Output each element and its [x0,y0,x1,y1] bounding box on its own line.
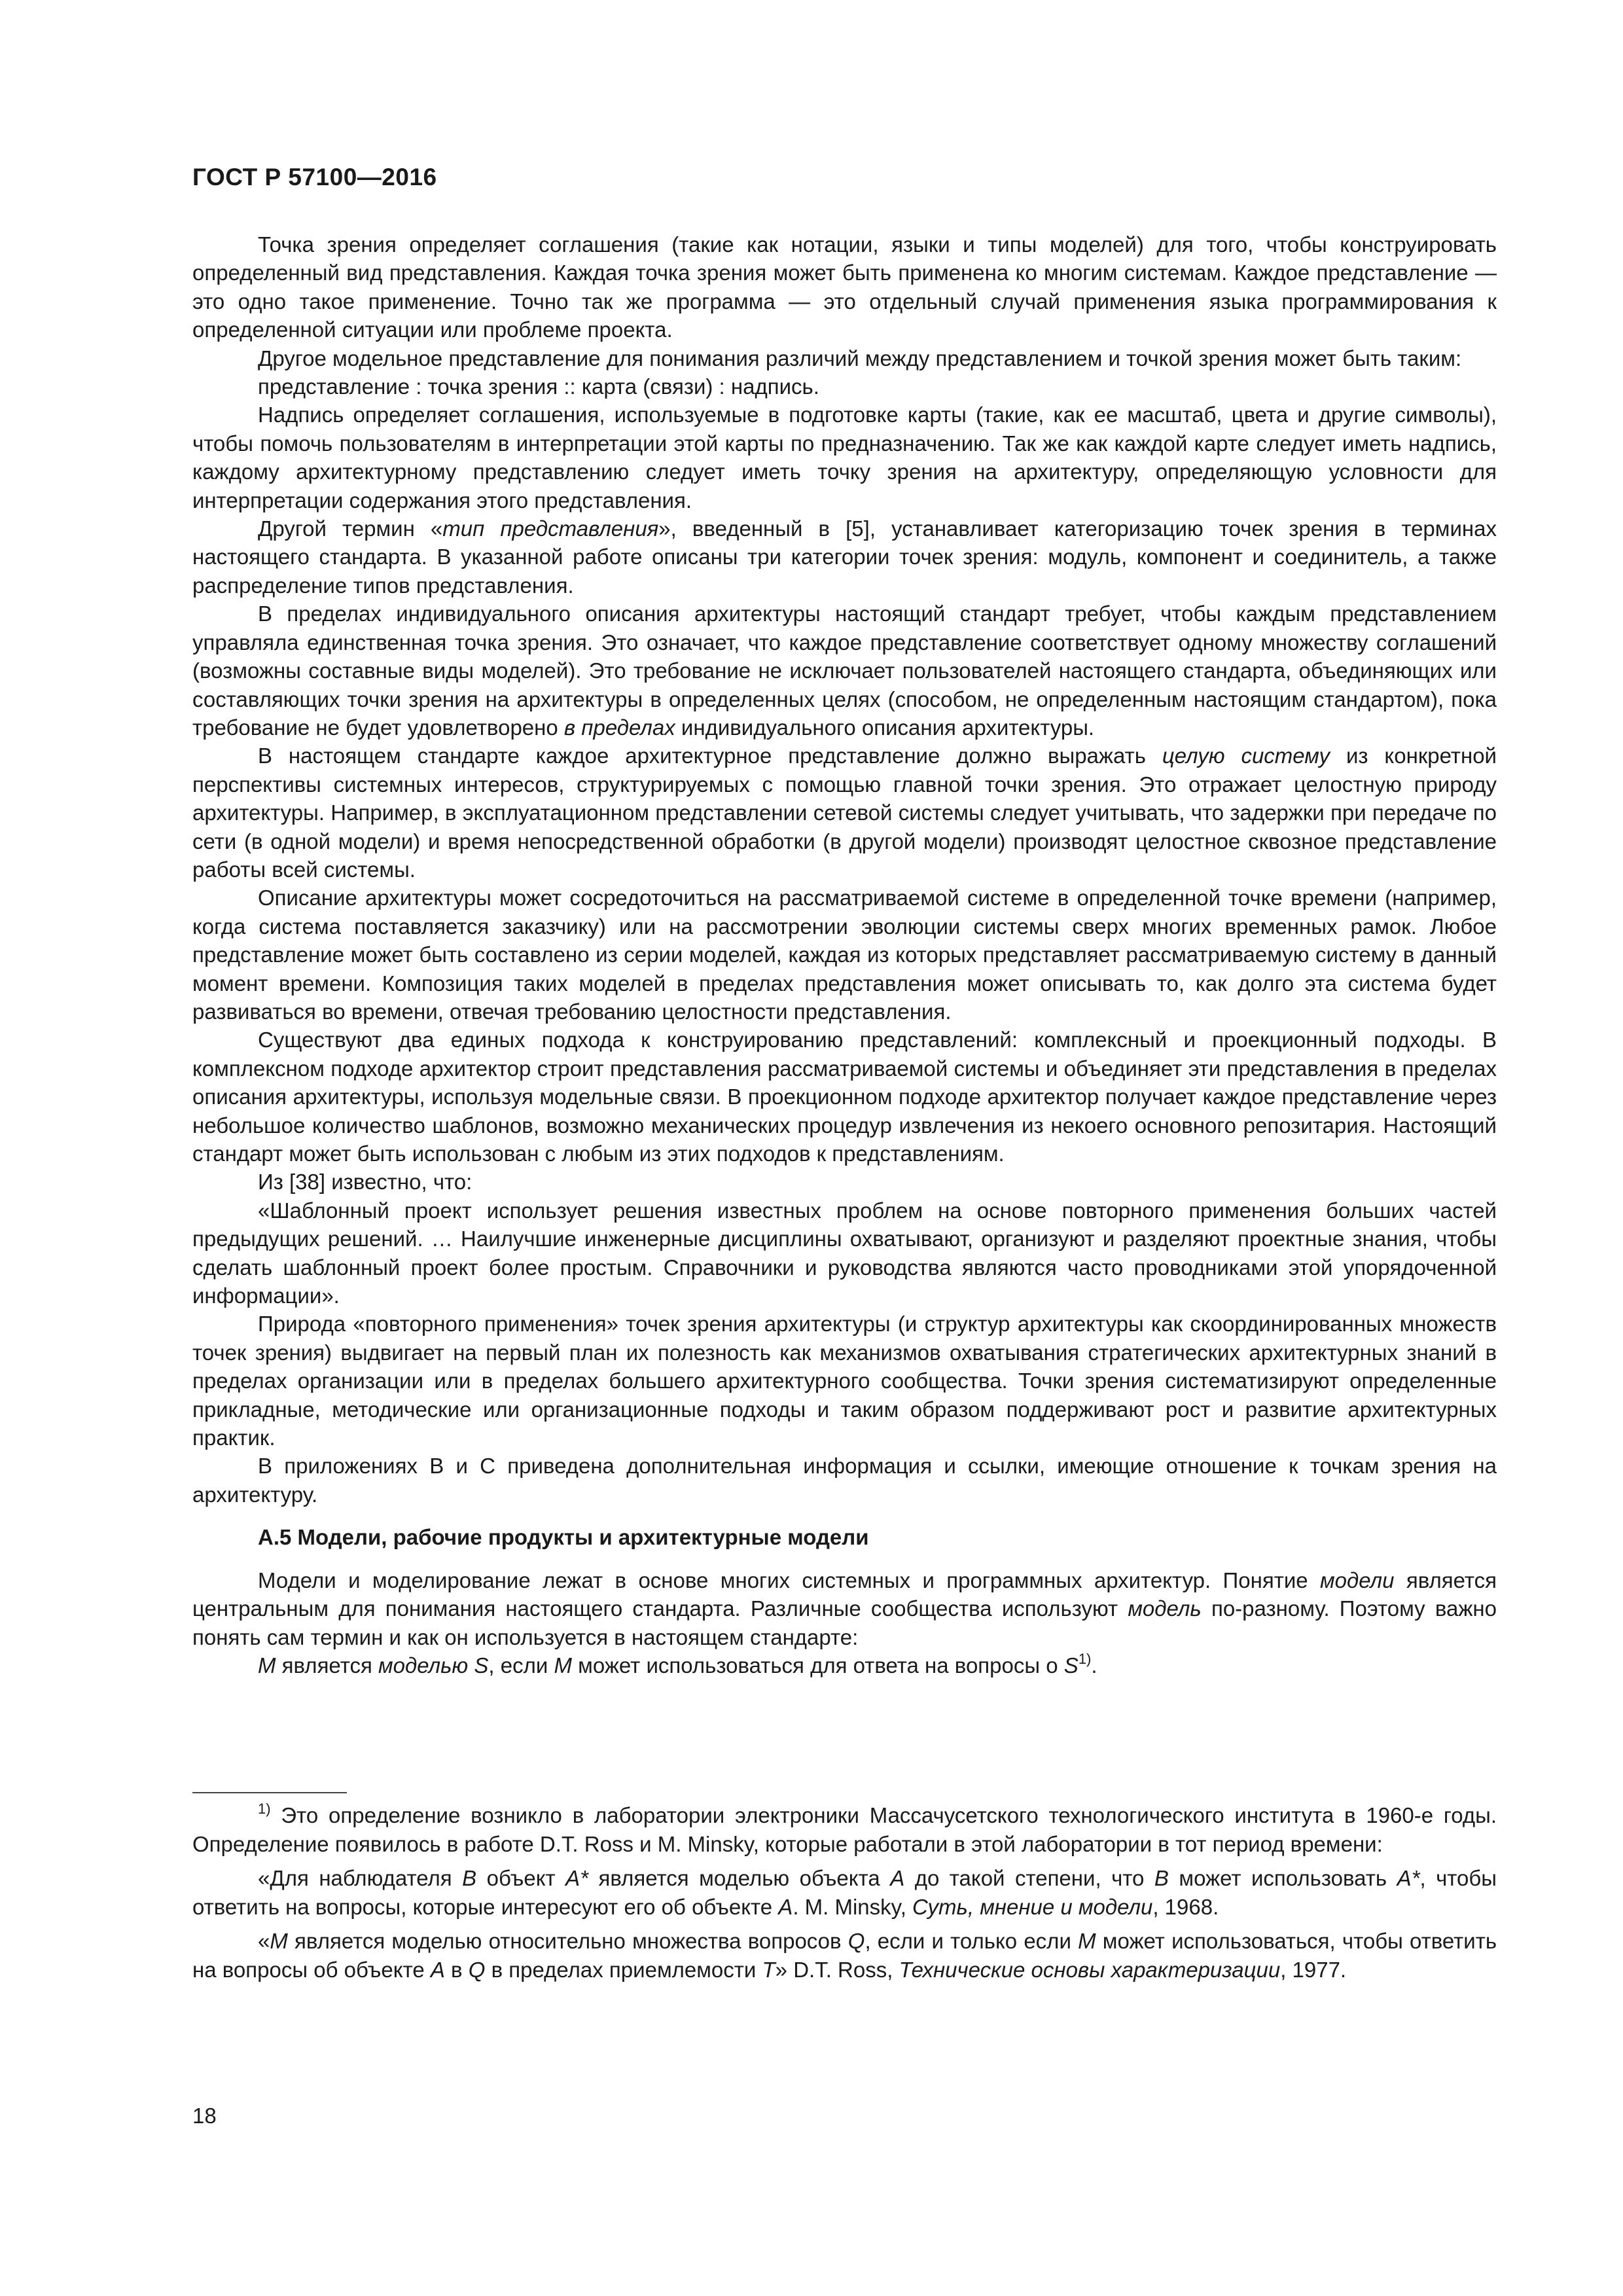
paragraph: Из [38] известно, что: [258,1170,473,1194]
paragraph: Модели и моделирование лежат в основе многих системных и программных архитектур. Понятие модели является центральным для понимания настоящего стандарта. Различные сообщества используют модель по-разному. Поэтому важно понять сам термин и как он используется в настоящем стандарте: [192,1568,1497,1649]
paragraph: Природа «повторного применения» точек зрения архитектуры (и структур архитектуры как скоординированных множеств точек зрения) выдвигает на первый план их полезность как механизмов охватывания стратегических архитектурных знаний в пределах организации или в пределах большего архитектурного сообщества. Точки зрения систематизируют определенные прикладные, методические или организационные подходы и таким образом поддерживают рост и развитие архитектурных практик. [192,1312,1497,1450]
paragraph-definition: M является моделью S, если M может использоваться для ответа на вопросы о $S^{1)}$. [258,1650,1097,1677]
emphasis-term: в пределах [563,715,675,740]
paragraph-formula: представление : точка зрения :: карта (связи) : надпись. [258,374,819,399]
emphasis-term: целую систему [1162,744,1330,768]
paragraph: В приложениях В и С приведена дополнительная информация и ссылки, имеющие отношение к точкам зрения на архитектуру. [192,1454,1497,1507]
paragraph: В пределах индивидуального описания архитектуры настоящий стандарт требует, чтобы каждым представлением управляла единственная точка зрения. Это означает, что каждое представление соответствует одному множеству соглашений (возможны составные виды моделей). Это требование не исключает пользователей настоящего стандарта, объединяющих или составляющих точки зрения на архитектуры в определенных целях (способом, не определенным настоящим стандартом), пока требование не будет удовлетворено в пределах индивидуального описания архитектуры. [192,601,1497,740]
emphasis-term: тип представления [442,516,659,541]
footnote: $^{1)}$ Это определение возникло в лаборатории электроники Массачусетского технологического института в 1960-е годы. Определение появилось в работе D.T. Ross и M. Minsky, которые работали в этой лаборатории в тот период времени: [192,1801,1497,1856]
paragraph-quote: «Шаблонный проект использует решения известных проблем на основе повторного применения больших частей предыдущих решений. … Наилучшие инженерные дисциплины охватывают, организуют и разделяют проектные знания, чтобы сделать шаблонный проект более простым. Справочники и руководства являются часто проводниками этой упорядоченной информации». [192,1198,1497,1308]
main-text [192,230,1497,1679]
paragraph: Существуют два единых подхода к конструированию представлений: комплексный и проекционный подходы. В комплексном подходе архитектор строит представления рассматриваемой системы и объединяет эти представления в пределах описания архитектуры, используя модельные связи. В проекционном подходе архитектор получает каждое представление через небольшое количество шаблонов, возможно механических процедур извлечения из некоего основного репозитария. Настоящий стандарт может быть использован с любым из этих подходов к представлениям. [192,1028,1497,1166]
section-heading: А.5 Модели, рабочие продукты и архитектурные модели [258,1525,869,1550]
footnote-quote: «Для наблюдателя В объект А* является моделью объекта А до такой степени, что В может использовать А*, чтобы ответить на вопросы, которые интересуют его об объекте А. M. Minsky, Суть, мнение и модели, 1968. [192,1866,1497,1919]
paragraph: В настоящем стандарте каждое архитектурное представление должно выражать целую систему из конкретной перспективы системных интересов, структурируемых с помощью главной точки зрения. Это отражает целостную природу архитектуры. Например, в эксплуатационном представлении сетевой системы следует учитывать, что задержки при передаче по сети (в одной модели) и время непосредственной обработки (в другой модели) производят целостное сквозное представление работы всей системы. [192,744,1497,882]
paragraph: Другое модельное представление для понимания различий между представлением и точкой зрения может быть таким: [258,346,1462,370]
footnotes [192,1801,1497,1984]
footnote-quote: «М является моделью относительно множества вопросов Q, если и только если M может использоваться, чтобы ответить на вопросы об объекте А в Q в пределах приемлемости Т» D.T. Ross, Технические основы характеризации, 1977. [192,1929,1497,1982]
paragraph: Надпись определяет соглашения, используемые в подготовке карты (такие, как ее масштаб, цвета и другие символы), чтобы помочь пользователям в интерпретации этой карты по предназначению. Так же как каждой карте следует иметь надпись, каждому архитектурному представлению следует иметь точку зрения на архитектуру, определяющую условности для интерпретации содержания этого представления. [192,403,1497,512]
page-number: 18 [192,2104,217,2128]
footnote-reference[interactable]: 1) [1078,1650,1092,1667]
footnote-separator [192,1792,347,1793]
paragraph: Точка зрения определяет соглашения (такие как нотации, языки и типы моделей) для того, чтобы конструировать определенный вид представления. Каждая точка зрения может быть применена ко многим системам. Каждое представление — это одно такое применение. Точно так же программа — это отдельный случай применения языка программирования к определенной ситуации или проблеме проекта. [192,232,1497,342]
paragraph: Описание архитектуры может сосредоточиться на рассматриваемой системе в определенной точке времени (например, когда система поставляется заказчику) или на рассмотрении эволюции системы сверх многих временных рамок. Любое представление может быть составлено из серии моделей, каждая из которых представляет рассматриваемую систему в данный момент времени. Композиция таких моделей в пределах представления может описывать то, как долго эта система будет развиваться во времени, отвечая требованию целостности представления. [192,886,1497,1024]
footnote-marker: 1) [258,1801,271,1817]
paragraph: Другой термин «тип представления», введенный в [5], устанавливает категоризацию точек зрения в терминах настоящего стандарта. В указанной работе описаны три категории точек зрения: модуль, компонент и соединитель, а также распределение типов представления. [192,516,1497,598]
document-code-header: ГОСТ Р 57100—2016 [192,164,437,190]
